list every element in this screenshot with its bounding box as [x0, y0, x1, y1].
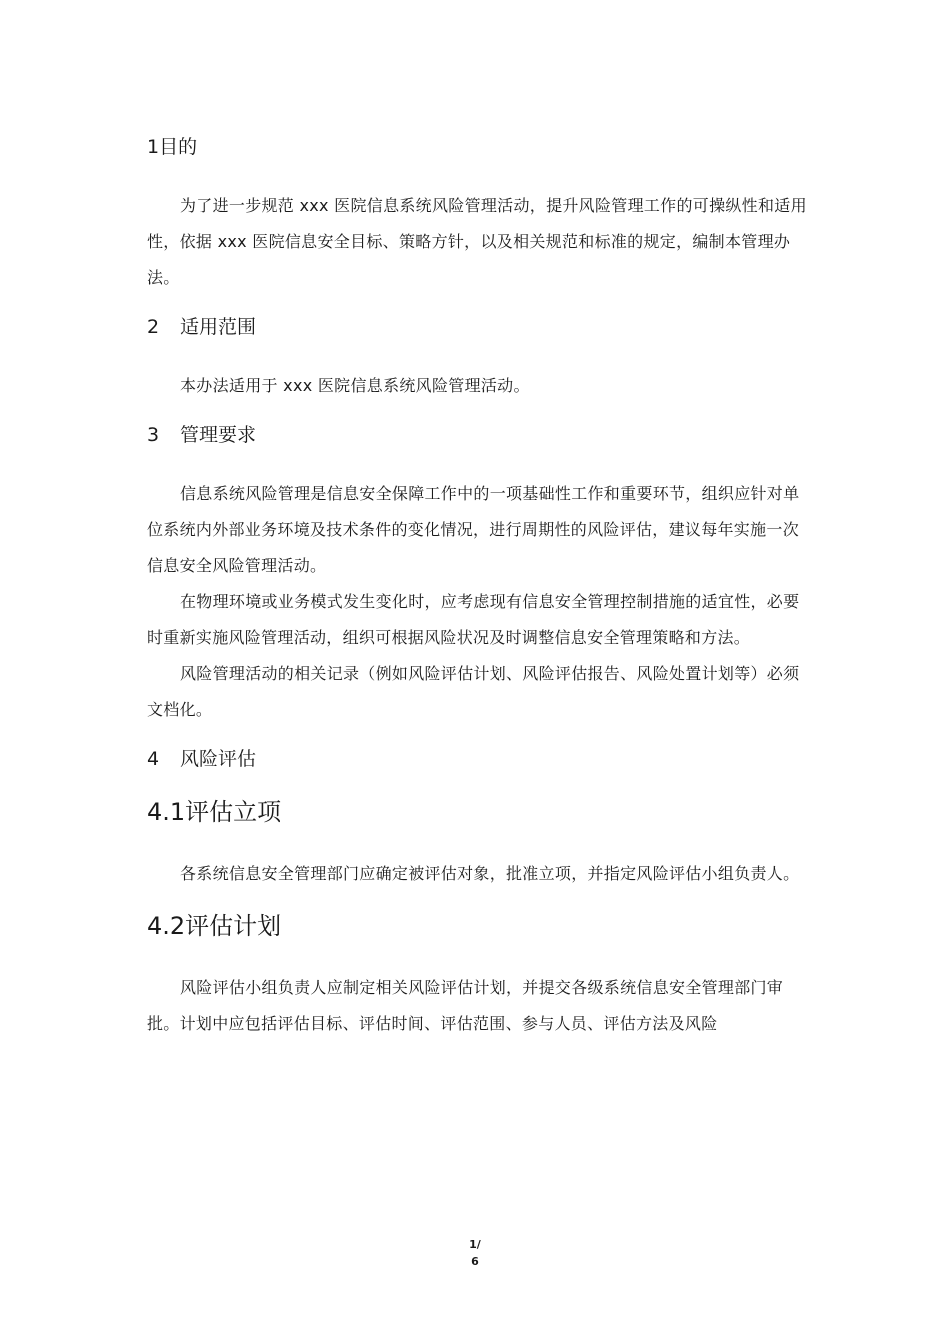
subsection-heading-4-2 [147, 906, 807, 946]
paragraph: 本办法适用于 xxx 医院信息系统风险管理活动。 [180, 376, 530, 395]
section-heading-4 [147, 740, 807, 778]
paragraph: 各系统信息安全管理部门应确定被评估对象，批准立项，并指定风险评估小组负责人。 [180, 864, 800, 883]
section-heading-3 [147, 416, 807, 454]
section-title: 管理要求 [180, 424, 257, 446]
section-title: 风险评估 [180, 748, 257, 770]
section-title: 目的 [159, 136, 198, 158]
subsection-heading-4-1 [147, 792, 807, 832]
section-number: 4 [147, 748, 160, 770]
subsection-number: 4.1 [147, 798, 186, 826]
paragraph: 风险评估小组负责人应制定相关风险评估计划，并提交各级系统信息安全管理部门审批。计划中应包括评估目标、评估时间、评估范围、参与人员、评估方法及风险 [147, 978, 784, 1033]
subsection-title: 评估计划 [185, 912, 282, 940]
section-number: 1 [147, 136, 160, 158]
page-number-line-2: 6 [471, 1255, 479, 1268]
subsection-number: 4.2 [147, 912, 186, 940]
paragraph: 风险管理活动的相关记录（例如风险评估计划、风险评估报告、风险处置计划等）必须文档化。 [147, 664, 800, 719]
paragraph: 在物理环境或业务模式发生变化时，应考虑现有信息安全管理控制措施的适宜性，必要时重新实施风险管理活动，组织可根据风险状况及时调整信息安全管理策略和方法。 [147, 592, 800, 647]
paragraph: 为了进一步规范 xxx 医院信息系统风险管理活动，提升风险管理工作的可操纵性和适用性，依据 xxx 医院信息安全目标、策略方针，以及相关规范和标准的规定，编制本管理办法。 [147, 196, 807, 287]
page-number-line-1: 1/ [469, 1238, 481, 1251]
subsection-title: 评估立项 [185, 798, 282, 826]
section-number: 3 [147, 424, 160, 446]
paragraph: 信息系统风险管理是信息安全保障工作中的一项基础性工作和重要环节，组织应针对单位系统内外部业务环境及技术条件的变化情况，进行周期性的风险评估，建议每年实施一次信息安全风险管理活动。 [147, 484, 800, 575]
document-body [147, 128, 807, 1042]
page-number [0, 1236, 950, 1270]
section-title: 适用范围 [180, 316, 257, 338]
section-heading-1 [147, 128, 807, 166]
section-number: 2 [147, 316, 160, 338]
section-heading-2 [147, 308, 807, 346]
